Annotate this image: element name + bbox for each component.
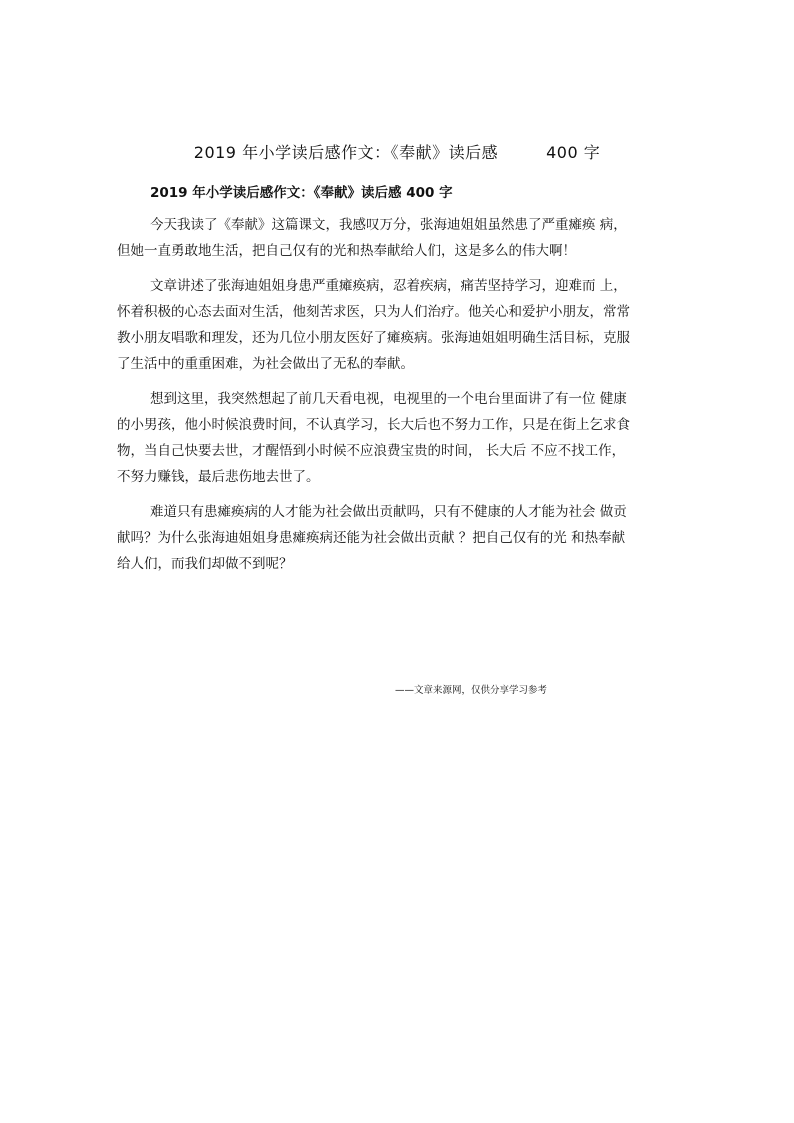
- paragraph-line: 但她一直勇敢地生活，把自己仅有的光和热奉献给人们，这是多么的伟大啊！: [117, 243, 576, 259]
- paragraph-line: 了生活中的重重困难，为社会做出了无私的奉献。: [117, 356, 414, 372]
- paragraph-line: 教小朋友唱歌和理发，还为几位小朋友医好了瘫痪病。张海迪姐姐明确生活目标，克服: [117, 330, 630, 346]
- title-word-count: 400 字: [546, 143, 601, 162]
- paragraph-1: [117, 212, 677, 264]
- document-subtitle: 2019 年小学读后感作文：《奉献》读后感 400 字: [150, 185, 453, 201]
- paragraph-line: 文章讲述了张海迪姐姐身患严重瘫痪病，忍着疾病，痛苦坚持学习，迎难而 上，: [150, 278, 627, 294]
- article-body: [117, 212, 677, 586]
- paragraph-line: 物，当自己快要去世，才醒悟到小时候不应浪费宝贵的时间， 长大后 不应不找工作，: [117, 443, 626, 459]
- title-main: 2019 年小学读后感作文：《奉献》读后感: [193, 143, 499, 162]
- document-title: [0, 140, 794, 163]
- paragraph-line: 给人们，而我们却做不到呢？: [117, 556, 293, 572]
- paragraph-line: 难道只有患瘫痪病的人才能为社会做出贡献吗，只有不健康的人才能为社会 做贡: [150, 504, 627, 520]
- paragraph-line: 今天我读了《奉献》这篇课文，我感叹万分，张海迪姐姐虽然患了严重瘫痪 病，: [150, 217, 627, 233]
- paragraph-3: [117, 386, 677, 490]
- paragraph-4: [117, 499, 677, 577]
- paragraph-line: 献吗？为什么张海迪姐姐身患瘫痪病还能为社会做出贡献 ？把自己仅有的光 和热奉献: [117, 530, 626, 546]
- source-footer: ——文章来源网，仅供分享学习参考: [395, 685, 548, 696]
- paragraph-line: 怀着积极的心态去面对生活，他刻苦求医，只为人们治疗。他关心和爱护小朋友，常常: [117, 304, 630, 320]
- paragraph-2: [117, 273, 677, 377]
- paragraph-line: 不努力赚钱，最后悲伤地去世了。: [117, 469, 320, 485]
- paragraph-line: 的小男孩，他小时候浪费时间，不认真学习，长大后也不努力工作，只是在街上乞求食: [117, 417, 630, 433]
- paragraph-line: 想到这里，我突然想起了前几天看电视，电视里的一个电台里面讲了有一位 健康: [150, 391, 627, 407]
